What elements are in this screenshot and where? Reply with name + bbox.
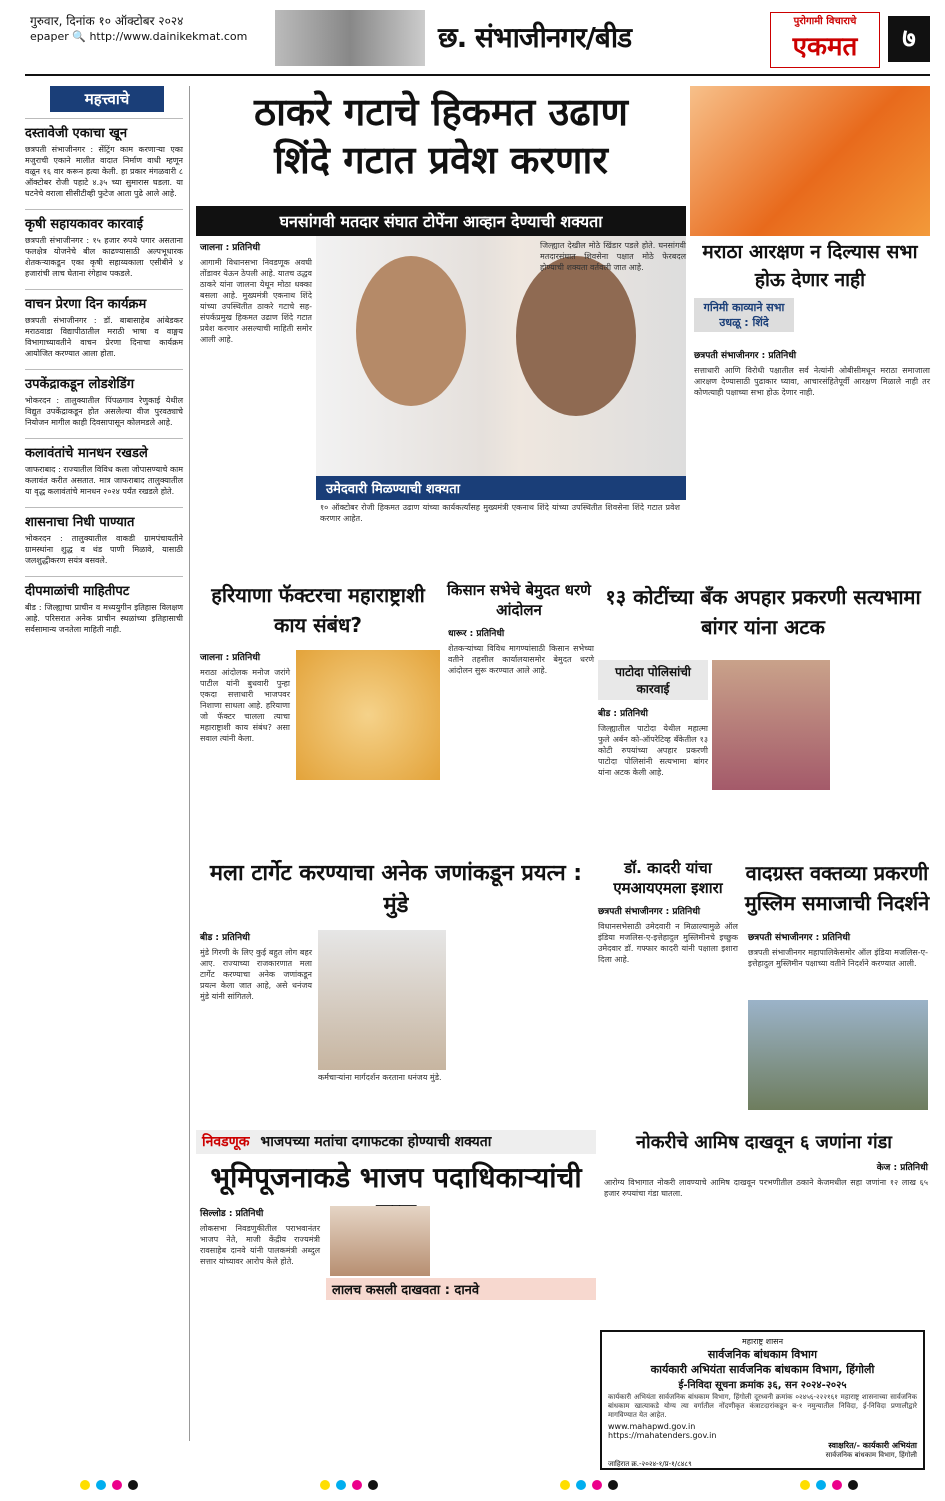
bagar-subheadline: पाटोदा पोलिसांची कारवाई xyxy=(598,660,708,700)
lead-headline-line-1: ठाकरे गटाचे हिकमत उढाण xyxy=(254,90,628,134)
brief-text: बीड : जिल्ह्याचा प्राचीन व मध्ययुगीन इतिहास विलक्षण आहे. परिसरात अनेक प्राचीन स्थळांच्या इतिहासाची सर्वसामान्य जनतेला माहिती नाही. xyxy=(25,603,183,634)
bjp-kicker-sub: भाजपच्या मतांचा दगाफटका होण्याची शक्यता xyxy=(260,1134,492,1150)
registration-dot xyxy=(848,1480,858,1490)
haryana-headline: हरियाणा फॅक्टरचा महाराष्ट्राशी काय संबंध? xyxy=(211,583,425,637)
brief-text: छत्रपती संभाजीनगर : सेंट्रिंग काम करणाऱ्या एका मजुराची एकाने मालीत वादात निर्माण वाधी म्हणून वळून १६ वार करून हत्या केली. हा प्रकार मंगळवारी ८ ऑक्टोबर रोजी पहाटे ४.३५ च्या सुमारास घडला. या घटनेचे वराला सीसीटीव्ही फुटेज आता पुढे आले आहे. xyxy=(25,145,183,198)
maratha-body: सत्ताधारी आणि विरोधी पक्षातील सर्व नेत्यांनी ओबीसीमधून मराठा समाजाला आरक्षण देण्यासाठी पुढाकार घ्यावा, आचारसंहितेपूर्वी आरक्षण मिळाले नाही तर कोणत्याही पक्षाच्या सभा होऊ देणार नाही. xyxy=(694,366,930,397)
muslim-protest-column xyxy=(748,930,928,969)
munde-body: मुंडे गिरणी के लिए कुई बहुत लोग बहर आए. राज्याच्या राजकारणात मला टार्गेट करण्याचा अनेक जणांकडून प्रयत्न केला जात आहे, असे धनंजय मुंडे यांनी सांगितले. xyxy=(200,948,312,1001)
tender-signatory-dept: सार्वजनिक बांधकाम विभाग, हिंगोली xyxy=(825,1451,917,1459)
page-number: ७ xyxy=(888,16,930,62)
tender-dept: सार्वजनिक बांधकाम विभाग xyxy=(707,1348,818,1361)
bjp-photo-caption: लालच कसली दाखवता : दानवे xyxy=(326,1278,596,1300)
kisan-byline: धारूर : प्रतिनिधी xyxy=(448,629,505,639)
bjp-body: लोकसभा निवडणुकीतील पराभवानंतर भाजप नेते, माजी केंद्रीय राज्यमंत्री रावसाहेब दानवे यांनी पालकमंत्री अब्दुल सत्तार यांच्यावर आरोप केले होते. xyxy=(200,1224,320,1266)
bjp-kicker: निवडणूक xyxy=(202,1134,250,1150)
protest-photo xyxy=(748,1000,928,1110)
lead-headline xyxy=(196,88,686,184)
logo-name: एकमत xyxy=(792,32,858,62)
brief-item xyxy=(25,507,189,566)
issue-date: गुरुवार, दिनांक १० ऑक्टोबर २०२४ xyxy=(30,14,184,28)
registration-dot xyxy=(336,1480,346,1490)
munde-photo-caption: कर्मचाऱ्यांना मार्गदर्शन करताना धनंजय मुंडे. xyxy=(318,1073,442,1082)
maratha-byline: छत्रपती संभाजीनगर : प्रतिनिधी xyxy=(694,351,797,361)
registration-dot xyxy=(112,1480,122,1490)
registration-dot xyxy=(368,1480,378,1490)
registration-dot xyxy=(80,1480,90,1490)
logo-tagline: पुरोगामी विचाराचे xyxy=(793,16,857,27)
job-fraud-column xyxy=(604,1160,928,1199)
epaper-link[interactable]: epaper 🔍 http://www.dainikekmat.com xyxy=(30,30,248,43)
tender-notice-ad xyxy=(600,1330,925,1470)
brief-title: वाचन प्रेरणा दिन कार्यक्रम xyxy=(25,289,183,312)
kisan-body: शेतकऱ्यांच्या विविध मागण्यांसाठी किसान सभेच्या वतीने तहसील कार्यालयासमोर बेमुदत धरणे आंदोलन सुरू करण्यात आले आहे. xyxy=(448,644,594,675)
munde-byline: बीड : प्रतिनिधी xyxy=(200,933,250,943)
munde-column xyxy=(200,930,312,1002)
lead-column-1 xyxy=(200,240,312,560)
brief-item xyxy=(25,576,189,635)
tender-signatory: स्वाक्षरित/- कार्यकारी अभियंता xyxy=(828,1441,917,1450)
maratha-headline: मराठा आरक्षण न दिल्यास सभा होऊ देणार नाही xyxy=(702,241,918,291)
section-title: छ. संभाजीनगर/बीड xyxy=(438,21,632,54)
tender-notice-number: ई-निविदा सूचना क्रमांक ३६, सन २०२४-२०२५ xyxy=(678,1380,847,1391)
munde-headline: मला टार्गेट करण्याचा अनेक जणांकडून प्रयत्न : मुंडे xyxy=(209,861,583,918)
maratha-column xyxy=(694,348,930,398)
uddhav-thackeray-photo xyxy=(356,256,466,406)
lead-photo-caption: उमेदवारी मिळण्याची शक्यता xyxy=(316,476,686,500)
brief-title: कृषी सहायकावर कारवाई xyxy=(25,209,183,232)
registration-dot xyxy=(560,1480,570,1490)
satyabhama-bagar-photo xyxy=(712,660,830,790)
kisan-headline: किसान सभेचे बेमुदत धरणे आंदोलन xyxy=(447,581,591,619)
hikmat-udhan-photo xyxy=(516,256,636,416)
bjp-byline: सिल्लोड : प्रतिनिधी xyxy=(200,1209,264,1219)
lead-body-3: जिल्ह्यात देखील मोठे खिंडार पडले होते. घनसांगवी मतदारसंघात शिवसेना पक्षात मोठे फेरबदल होण्याची शक्यता वर्तवली जात आहे. xyxy=(540,241,686,272)
saffron-flag-photo xyxy=(690,86,930,236)
brief-title: कलावंतांचे मानधन रखडले xyxy=(25,438,183,461)
registration-dot xyxy=(592,1480,602,1490)
tender-office: कार्यकारी अभियंता सार्वजनिक बांधकाम विभाग, हिंगोली xyxy=(650,1363,875,1376)
job-fraud-headline: नोकरीचे आमिष दाखवून ६ जणांना गंडा xyxy=(636,1132,892,1153)
lead-column-3 xyxy=(540,240,686,273)
registration-dot xyxy=(608,1480,618,1490)
header-rule xyxy=(25,74,930,76)
brief-text: भोकरदन : तालुक्यातील वाकडी ग्रामपंचायतीने ग्रामस्थांना शुद्ध व थंड पाणी मिळावे, यासाठी जलशुद्धीकरण सयंत्र बसवले. xyxy=(25,534,183,565)
registration-dot xyxy=(320,1480,330,1490)
briefs-sidebar xyxy=(25,86,190,1441)
brief-item xyxy=(25,289,189,359)
registration-dot xyxy=(800,1480,810,1490)
sidebar-heading: महत्त्वाचे xyxy=(50,86,164,112)
lead-body-2: १० ऑक्टोबर रोजी हिकमत उढाण यांच्या कार्यकर्त्यांसह मुख्यमंत्री एकनाथ शिंदे यांच्या उपस्थितीत शिवसेना शिंदे गटात प्रवेश करणार आहेत. xyxy=(320,503,680,523)
tender-url-2[interactable]: https://mahatenders.gov.in xyxy=(608,1431,717,1440)
brief-item xyxy=(25,369,189,428)
bagar-column xyxy=(598,706,708,778)
registration-dot xyxy=(576,1480,586,1490)
qadri-byline: छत्रपती संभाजीनगर : प्रतिनिधी xyxy=(598,907,701,917)
brief-item xyxy=(25,438,189,497)
brief-title: उपकेंद्राकडून लोडशेडिंग xyxy=(25,369,183,392)
city-skyline-image xyxy=(275,10,425,66)
job-byline: केज : प्रतिनिधी xyxy=(876,1163,928,1173)
brief-text: जाफराबाद : राज्यातील विविध कला जोपासण्याचे काम कलावंत करीत असतात. मात्र जाफराबाद तालुक्यातील या वृद्ध कलावंतांचे मानधन २०२४ पर्यंत रखडले होते. xyxy=(25,465,183,496)
bagar-headline: १३ कोटींच्या बँक अपहार प्रकरणी सत्यभामा बांगर यांना अटक xyxy=(605,585,921,639)
lead-body-1: आगामी विधानसभा निवडणूक अवघी तोंडावर येऊन ठेपली आहे. यातच उद्धव ठाकरे यांना जालना येथून मोठा धक्का बसला आहे. मुख्यमंत्री एकनाथ शिंदे यांच्या उपस्थितीत ठाकरे गटाचे सह-संपर्कप्रमुख हिकमत उढाण शिंदे गटात प्रवेश करणार असल्याची माहिती समोर आली आहे. xyxy=(200,258,313,344)
brief-title: दस्तावेजी एकाचा खून xyxy=(25,118,183,141)
brief-text: भोकरदन : तालुक्यातील पिंपळगाव रेणुकाई येथील विद्युत उपकेंद्राकडून होत असलेल्या वीज पुरवठ्याचे नियोजन मागील काही दिवसापासून कोलमडले आहे. xyxy=(25,396,183,427)
bagar-byline: बीड : प्रतिनिधी xyxy=(598,709,648,719)
registration-dot xyxy=(96,1480,106,1490)
registration-dot xyxy=(352,1480,362,1490)
danve-photo xyxy=(330,1206,430,1276)
brief-item xyxy=(25,209,189,279)
haryana-column xyxy=(200,650,290,744)
brief-text: छत्रपती संभाजीनगर : १५ हजार रुपये पगार असताना फलक्षेत्र योजनेचे बील काढण्यासाठी अल्पभूधारक शेतकऱ्याकडून एका कृषी सहाय्यकाला एसीबीने ४ हजारांची लाच घेताना रंगेहाथ पकडले. xyxy=(25,236,183,278)
brief-text: छत्रपती संभाजीनगर : डॉ. बाबासाहेब आंबेडकर मराठवाडा विद्यापीठातील मराठी भाषा व वाङ्मय विभागाच्यावतीने वाचन प्रेरणा दिनाचा कार्यक्रम आयोजित करण्यात आला होता. xyxy=(25,316,183,358)
lead-headline-line-2: शिंदे गटात प्रवेश करणार xyxy=(274,138,608,182)
lead-column-2 xyxy=(320,502,680,524)
tender-ref: जाहिरात क्र.-२०२४-१/प्र-१/८४८९ xyxy=(608,1460,692,1468)
job-body: आरोग्य विभागात नोकरी लावण्याचे आमिष दाखवून परभणीतील ठकाने केजमधील सहा जणांना १२ लाख ६५ हजार रुपयांचा गंडा घातला. xyxy=(604,1178,928,1198)
brief-title: शासनाचा निधी पाण्यात xyxy=(25,507,183,530)
brief-item xyxy=(25,118,189,199)
qadri-column xyxy=(598,904,738,965)
dhananjay-munde-photo xyxy=(318,930,446,1070)
maratha-subheadline: गनिमी काव्याने सभा उधळू : शिंदे xyxy=(694,298,794,332)
bjp-kicker-bar xyxy=(196,1130,596,1154)
registration-dot xyxy=(816,1480,826,1490)
haryana-byline: जालना : प्रतिनिधी xyxy=(200,653,261,663)
bjp-column xyxy=(200,1206,320,1267)
tender-url-1[interactable]: www.mahapwd.gov.in xyxy=(608,1422,696,1431)
muslim-protest-headline: वादग्रस्त वक्तव्या प्रकरणी मुस्लिम समाजाची निदर्शने xyxy=(744,861,930,915)
muslim-body: छत्रपती संभाजीनगर महापालिकेसमोर ऑल इंडिया मजलिस-ए-इत्तेहादुल मुस्लिमीन पक्षाच्या वतीने निदर्शने करण्यात आली. xyxy=(748,948,928,968)
jarange-photo xyxy=(296,650,440,780)
lead-byline: जालना : प्रतिनिधी xyxy=(200,243,261,253)
bagar-body: जिल्ह्यातील पाटोदा येथील महात्मा फुले अर्बन को-ऑपरेटिव्ह बँकेतील १३ कोटी रुपयांच्या अपहार प्रकरणी पाटोदा पोलिसांनी सत्यभामा बांगर यांना अटक केली आहे. xyxy=(598,724,708,777)
print-registration-marks xyxy=(0,1480,945,1494)
bjp-headline: भूमिपूजनाकडे भाजप पदाधिकाऱ्यांची xyxy=(210,1161,582,1194)
registration-dot xyxy=(832,1480,842,1490)
tender-govt: महाराष्ट्र शासन xyxy=(741,1337,784,1346)
muslim-byline: छत्रपती संभाजीनगर : प्रतिनिधी xyxy=(748,933,851,943)
haryana-body: मराठा आंदोलक मनोज जरांगे पाटील यांनी बुधवारी पुन्हा एकदा सत्ताधारी भाजपवर निशाणा साधला आहे. हरियाणा जो फॅक्टर चालला त्याचा महाराष्ट्राशी काय संबंध? असा सवाल त्यांनी केला. xyxy=(200,668,290,743)
qadri-headline: डॉ. कादरी यांचा एमआयएमला इशारा xyxy=(613,859,723,897)
registration-dot xyxy=(128,1480,138,1490)
kisan-column xyxy=(448,626,594,676)
qadri-body: विधानसभेसाठी उमेदवारी न मिळाल्यामुळे ऑल इंडिया मजलिस-ए-इत्तेहादुल मुस्लिमीनचे इच्छुक उमेदवार डॉ. गफ्फार कादरी यांनी पक्षाला इशारा दिला आहे. xyxy=(598,922,738,964)
brief-title: दीपमाळांची माहितीपट xyxy=(25,576,183,599)
tender-body: कार्यकारी अभियंता सार्वजनिक बांधकाम विभाग, हिंगोली दूरध्वनी क्रमांक ०२४५६-२२२१६१ महाराष्ट्र शासनाच्या सार्वजनिक बांधकाम खात्याकडे योग्य त्या वर्गातील नोंदणीकृत कंत्राटदारांकडून ब-१ नमुन्यातील निविदा, ई-निविदा प्रणालीद्वारे मागविण्यात येत आहेत. xyxy=(608,1393,917,1419)
lead-subheadline: घनसांगवी मतदार संघात टोपेंना आव्हान देण्याची शक्यता xyxy=(196,206,686,236)
masthead-logo xyxy=(770,12,880,68)
